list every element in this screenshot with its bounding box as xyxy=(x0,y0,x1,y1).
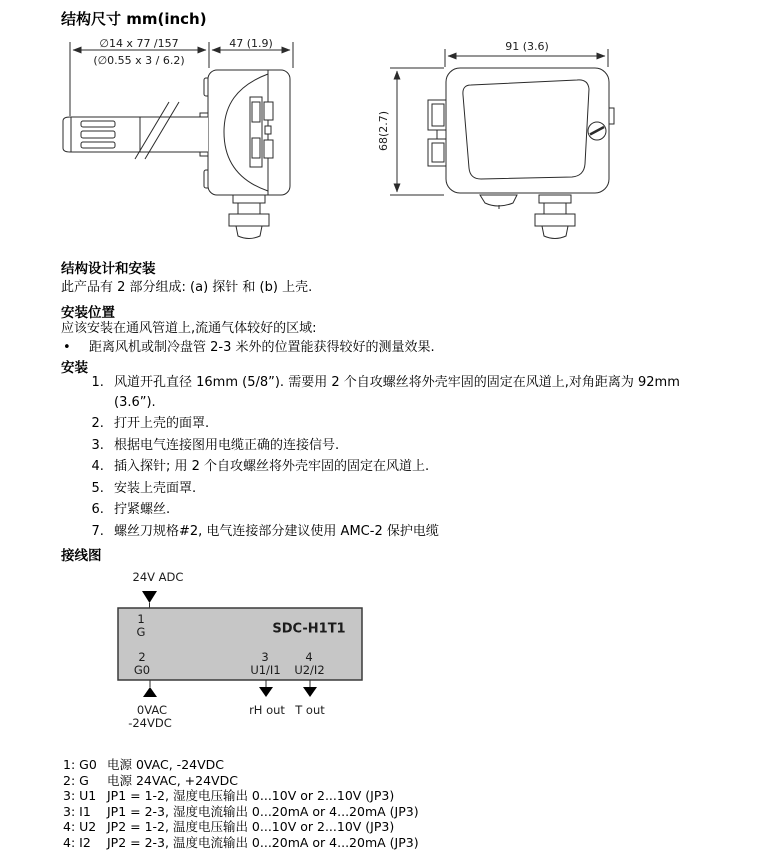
legend-row xyxy=(63,773,419,789)
install-step: 5. 安装上壳面罩. xyxy=(108,479,705,499)
install-step: 3. 根据电气连接图用电缆正确的连接信号. xyxy=(108,436,705,456)
page-title: 结构尺寸 mm(inch) xyxy=(61,10,207,28)
legend-desc: JP1 = 2-3, 湿度电流输出 0...20mA or 4...20mA (JP3) xyxy=(107,803,419,819)
terminal-4-name: U2/I2 xyxy=(294,663,325,677)
terminal-1-number: 1 xyxy=(137,612,145,626)
legend-row xyxy=(63,819,419,835)
legend-pin: 4: I2 xyxy=(63,834,91,850)
housing-depth-label: 47 (1.9) xyxy=(229,38,273,50)
probe-cap xyxy=(480,195,517,209)
cover-screw xyxy=(588,122,606,140)
terminal-3-number: 3 xyxy=(261,650,269,664)
arrow-down-icon xyxy=(303,687,317,697)
probe-dimension-label: ∅14 x 77 /157 xyxy=(99,38,179,50)
t-output-label: T out xyxy=(295,703,325,717)
legend-row xyxy=(63,788,419,804)
probe-dimension-inch-label: (∅0.55 x 3 / 6.2) xyxy=(93,54,185,67)
install-step: 2. 打开上壳的面罩. xyxy=(108,414,705,434)
legend-pin: 1: G0 xyxy=(63,757,97,772)
housing-height-label: 68(2.7) xyxy=(377,110,390,152)
terminal-4-number: 4 xyxy=(305,650,313,664)
dimensions-figure xyxy=(40,38,620,250)
power-supply-bottom-label-2: -24VDC xyxy=(128,716,172,730)
terminal-legend xyxy=(63,757,419,850)
section-design-heading: 结构设计和安装 xyxy=(61,261,156,277)
hinges xyxy=(428,100,448,166)
cable-gland-side xyxy=(229,195,269,239)
probe-slot xyxy=(81,131,115,138)
section-location-heading: 安装位置 xyxy=(61,305,115,321)
legend-pin: 3: I1 xyxy=(63,803,91,819)
housing-side xyxy=(208,70,290,195)
housing-width-label: 91 (3.6) xyxy=(505,40,549,53)
power-supply-top-label: 24V ADC xyxy=(132,570,184,584)
install-step: 7. 螺丝刀规格#2, 电气连接部分建议使用 AMC-2 保护电缆 xyxy=(108,522,705,542)
legend-desc: 电源 24VAC, +24VDC xyxy=(107,772,238,788)
arrow-down-icon xyxy=(142,591,157,603)
probe-slot xyxy=(81,121,115,127)
side-view-drawing xyxy=(63,38,293,239)
install-step: 4. 插入探针; 用 2 个自攻螺丝将外壳牢固的固定在风道上. xyxy=(108,457,705,477)
arrow-up-icon xyxy=(143,687,157,697)
location-bullet-text: 距离风机或制冷盘管 2-3 米外的位置能获得较好的测量效果. xyxy=(89,340,435,355)
wiring-heading: 接线图 xyxy=(61,548,102,564)
terminal-2-number: 2 xyxy=(138,650,146,664)
legend-row xyxy=(63,835,419,851)
terminal-3-name: U1/I1 xyxy=(250,663,281,677)
model-label: SDC-H1T1 xyxy=(272,621,346,637)
legend-desc: JP1 = 1-2, 湿度电压输出 0...10V or 2...10V (JP3) xyxy=(107,788,395,803)
legend-row xyxy=(63,757,419,773)
terminal-2-name: G0 xyxy=(133,663,151,677)
bullet-icon: • xyxy=(63,340,71,355)
install-steps-list xyxy=(85,373,705,543)
legend-pin: 4: U2 xyxy=(63,819,97,834)
probe-slot xyxy=(81,142,115,148)
terminal-1-name: G xyxy=(136,625,146,639)
legend-pin: 3: U1 xyxy=(63,788,97,803)
terminal-box xyxy=(118,608,362,680)
legend-desc: JP2 = 2-3, 温度电流输出 0...20mA or 4...20mA (JP3) xyxy=(107,834,419,850)
arrow-down-icon xyxy=(259,687,273,697)
power-supply-bottom-label-1: 0VAC xyxy=(136,703,168,717)
section-design-body: 此产品有 2 部分组成: (a) 探针 和 (b) 上壳. xyxy=(61,280,313,295)
wiring-diagram xyxy=(60,563,380,745)
cable-gland-front xyxy=(535,195,575,239)
rh-output-label: rH out xyxy=(249,703,285,717)
front-view-drawing xyxy=(377,40,614,239)
section-install-heading: 安装 xyxy=(61,360,88,376)
legend-row xyxy=(63,804,419,820)
section-location-intro: 应该安装在通风管道上,流通气体较好的区域: xyxy=(61,321,317,336)
legend-pin: 2: G xyxy=(63,772,89,788)
legend-desc: 电源 0VAC, -24VDC xyxy=(107,757,225,772)
install-step: 6. 拧紧螺丝. xyxy=(108,500,705,520)
install-step: 1. 风道开孔直径 16mm (5/8”). 需要用 2 个自攻螺丝将外壳牢固的固定在风道上,对角距离为 92mm (3.6”). xyxy=(108,373,705,412)
legend-desc: JP2 = 1-2, 温度电压输出 0...10V or 2...10V (JP3) xyxy=(107,819,395,834)
location-bullet-item xyxy=(63,339,435,357)
